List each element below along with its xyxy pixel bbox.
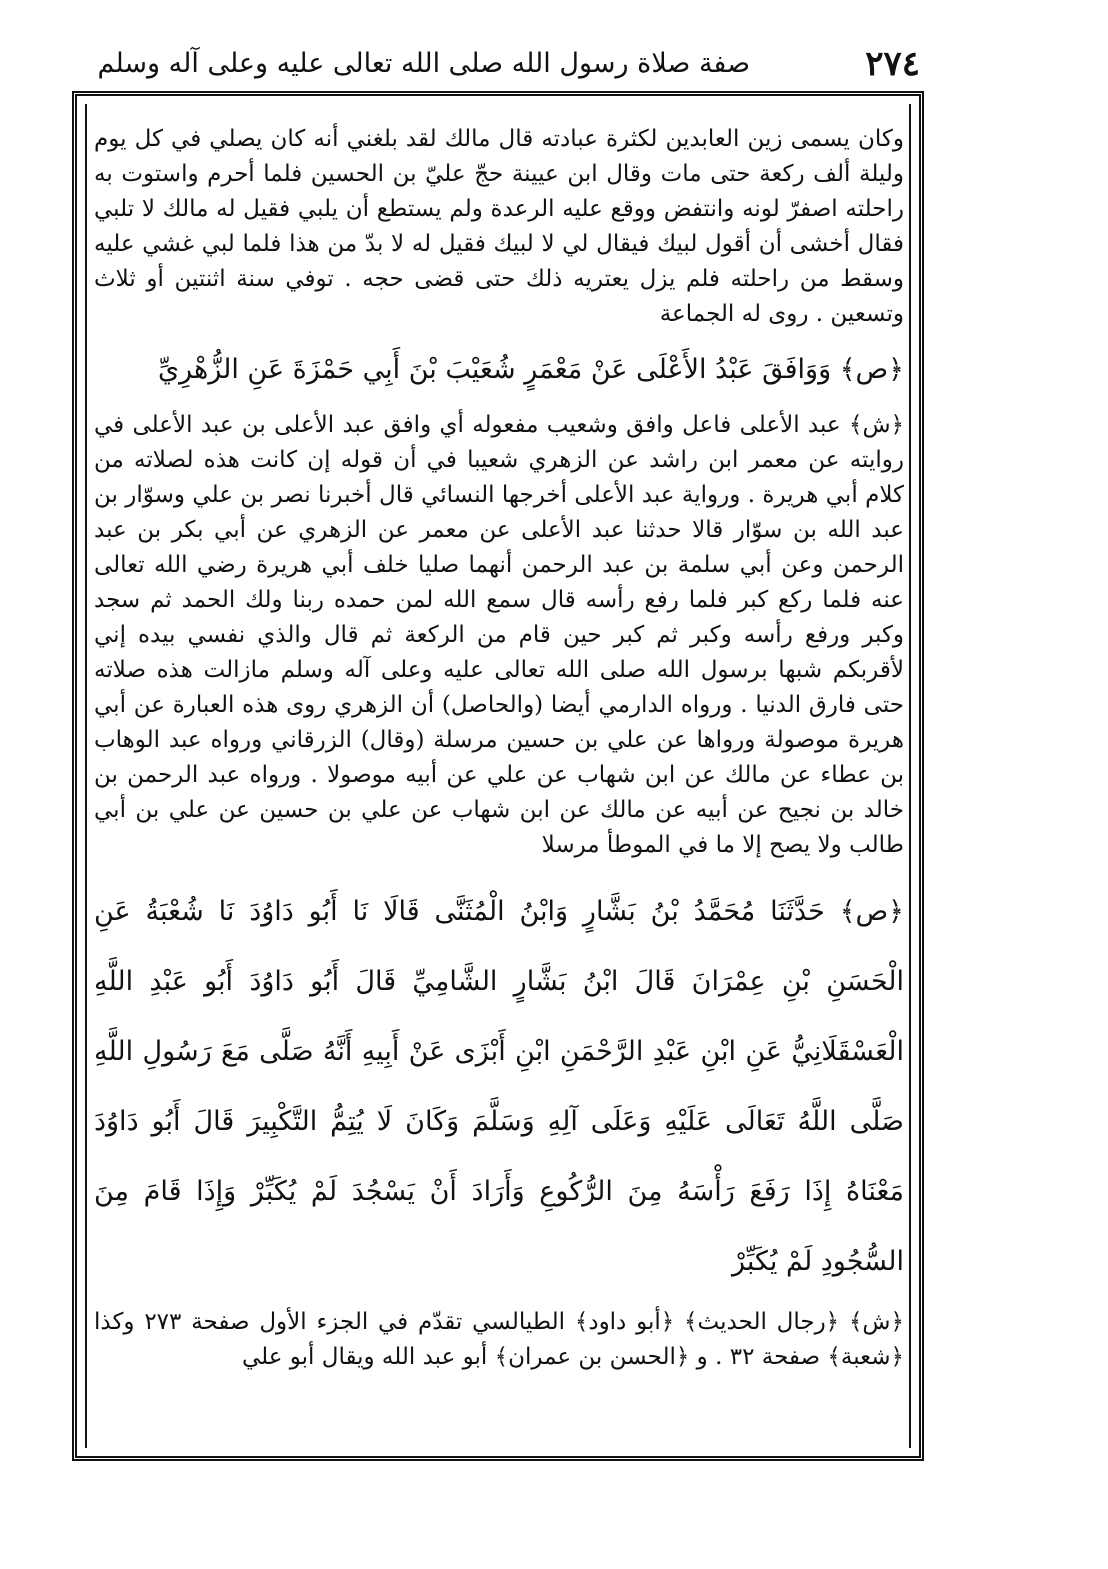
page-number: ٢٧٤ xyxy=(865,44,920,84)
page-header xyxy=(80,40,920,90)
running-title: صفة صلاة رسول الله صلى الله تعالى عليه وعلى آله وسلم xyxy=(97,48,750,79)
page-content xyxy=(94,122,904,1442)
hadith-text-1: ﴿ص﴾ وَوَافَقَ عَبْدُ الأَعْلَى عَنْ مَعْمَرٍ شُعَيْبَ بْنَ أَبِي حَمْزَةَ عَنِ الزُّهْرِيِّ xyxy=(157,354,904,385)
biography-paragraph: وكان يسمى زين العابدين لكثرة عبادته قال مالك لقد بلغني أنه كان يصلي في كل يوم وليلة ألف ركعة حتى مات وقال ابن عيينة حجّ عليّ بن الحسين فلما أحرم واستوت به راحلته اصفرّ لونه وانتفض ووقع عليه الرعدة ولم يستطع أن يلبي فقيل له مالك لا تلبي فقال أخشى أن أقول لبيك فيقال لي لا لبيك فقيل له لا بدّ من هذا فلما لبي غشي عليه وسقط من راحلته فلم يزل يعتريه ذلك حتى قضى حجه . توفي سنة اثنتين أو ثلاث وتسعين . روى له الجماعة xyxy=(94,126,904,327)
hadith-text-2: ﴿ص﴾ حَدَّثَنَا مُحَمَّدُ بْنُ بَشَّارٍ وَابْنُ الْمُثَنَّى قَالَا نَا أَبُو دَاوُدَ نَا شُعْبَةُ عَنِ الْحَسَنِ بْنِ عِمْرَانَ قَالَ ابْنُ بَشَّارٍ الشَّامِيِّ قَالَ أَبُو دَاوُدَ أَبُو عَبْدِ اللَّهِ الْعَسْقَلَانِيُّ عَنِ ابْنِ عَبْدِ الرَّحْمَنِ ابْنِ أَبْزَى عَنْ أَبِيهِ أَنَّهُ صَلَّى مَعَ رَسُولِ اللَّهِ صَلَّى اللَّهُ تَعَالَى عَلَيْهِ وَعَلَى آلِهِ وَسَلَّمَ وَكَانَ لَا يُتِمُّ التَّكْبِيرَ قَالَ أَبُو دَاوُدَ مَعْنَاهُ إِذَا رَفَعَ رَأْسَهُ مِنَ الرُّكُوعِ وَأَرَادَ أَنْ يَسْجُدَ لَمْ يُكَبِّرْ وَإِذَا قَامَ مِنَ السُّجُودِ لَمْ يُكَبِّرْ xyxy=(94,896,904,1277)
commentary-paragraph-1: ﴿ش﴾ عبد الأعلى فاعل وافق وشعيب مفعوله أي وافق عبد الأعلى بن عبد الأعلى في روايته عن معمر ابن راشد عن الزهري شعيبا في أن قوله إن كانت هذه لصلاته من كلام أبي هريرة . ورواية عبد الأعلى أخرجها النسائي قال أخبرنا نصر بن علي وسوّار بن عبد الله بن سوّار قالا حدثنا عبد الأعلى عن معمر عن الزهري عن أبي بكر بن عبد الرحمن وعن أبي سلمة بن عبد الرحمن أنهما صليا خلف أبي هريرة رضي الله تعالى عنه فلما ركع كبر فلما رفع رأسه قال سمع الله لمن حمده ربنا ولك الحمد ثم سجد وكبر ورفع رأسه وكبر ثم كبر حين قام من الركعة ثم قال والذي نفسي بيده إني لأقربكم شبها برسول الله صلى الله تعالى عليه وعلى آله وسلم مازالت هذه صلاته حتى فارق الدنيا . ورواه الدارمي أيضا (والحاصل) أن الزهري روى هذه العبارة عن أبي هريرة موصولة ورواها عن علي بن حسين مرسلة (وقال) الزرقاني ورواه عبد الوهاب بن عطاء عن مالك عن ابن شهاب عن علي عن أبيه موصولا . ورواه عبد الرحمن بن خالد بن نجيح عن أبيه عن مالك عن ابن شهاب عن علي بن حسين عن علي بن أبي طالب ولا يصح إلا ما في الموطأ مرسلا xyxy=(94,412,904,858)
commentary-paragraph-2: ﴿ش﴾ ﴿رجال الحديث﴾ ﴿أبو داود﴾ الطيالسي تقدّم في الجزء الأول صفحة ٢٧٣ وكذا ﴿شعبة﴾ صفحة ٣٢ . و ﴿الحسن بن عمران﴾ أبو عبد الله ويقال أبو علي xyxy=(94,1309,904,1370)
